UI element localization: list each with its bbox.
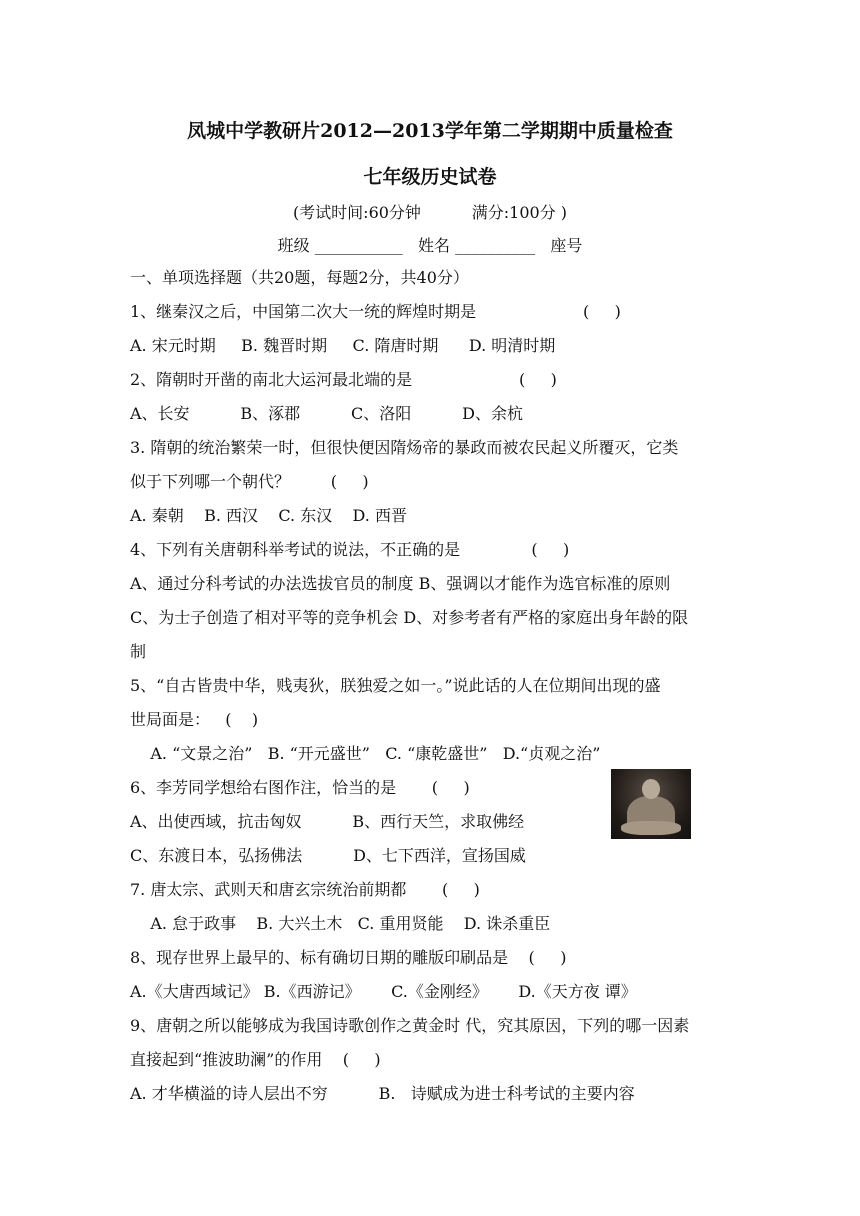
answer-options: A、出使西域，抗击匈奴 B、西行天竺，求取佛经 (130, 812, 525, 831)
answer-options: A. 宋元时期 B. 魏晋时期 C. 隋唐时期 D. 明清时期 (130, 336, 556, 355)
exam-info: (考试时间:60分钟 满分:100分 ) (292, 203, 568, 222)
question-line: 5、“自古皆贵中华，贱夷狄，朕独爱之如一。”说此话的人在位期间出现的盛 (130, 676, 661, 695)
question-line: 直接起到“推波助澜”的作用 ( ) (130, 1050, 381, 1069)
statue-head (642, 779, 660, 799)
question-line: 世局面是： ( ) (130, 710, 259, 729)
answer-options: A. 才华横溢的诗人层出不穷 B. 诗赋成为进士科考试的主要内容 (130, 1084, 635, 1103)
question-line: 9、唐朝之所以能够成为我国诗歌创作之黄金时 代，究其原因，下列的哪一因素 (130, 1016, 690, 1035)
answer-options: A.《大唐西域记》 B.《西游记》 C.《金刚经》 D.《天方夜 谭》 (130, 982, 637, 1001)
statue-lap (621, 821, 681, 835)
exam-subtitle: 七年级历史试卷 (363, 166, 497, 188)
answer-options: A. 秦朝 B. 西汉 C. 东汉 D. 西晋 (130, 506, 407, 525)
question-line: 4、下列有关唐朝科举考试的说法，不正确的是 ( ) (130, 540, 570, 559)
question-line: 1、继秦汉之后，中国第二次大一统的辉煌时期是 ( ) (130, 302, 621, 321)
answer-options: A、通过分科考试的办法选拔官员的制度 B、强调以才能作为选官标准的原则 (130, 574, 671, 593)
answer-options: A、长安 B、涿郡 C、洛阳 D、余杭 (130, 404, 523, 423)
question-line: 6、李芳同学想给右图作注，恰当的是 ( ) (130, 778, 470, 797)
question-line: 7. 唐太宗、武则天和唐玄宗统治前期都 ( ) (130, 880, 480, 899)
answer-options: A. “文景之治” B. “开元盛世” C. “康乾盛世” D.“贞观之治” (130, 744, 601, 763)
answer-options: A. 怠于政事 B. 大兴土木 C. 重用贤能 D. 诛杀重臣 (130, 914, 551, 933)
student-fields: 班级 ___________ 姓名 __________ 座号 (277, 236, 583, 255)
question-line: 似于下列哪一个朝代？ ( ) (130, 472, 369, 491)
answer-options: 制 (130, 642, 147, 661)
answer-options: C、为士子创造了相对平等的竞争机会 D、对参考者有严格的家庭出身年龄的限 (130, 608, 689, 627)
seated-monk-statue-photo (611, 769, 691, 839)
exam-title: 凤城中学教研片2012—2013学年第二学期期中质量检查 (187, 120, 673, 142)
section-heading: 一、单项选择题（共20题，每题2分，共40分） (130, 268, 469, 287)
answer-options: C、东渡日本，弘扬佛法 D、七下西洋，宣扬国威 (130, 846, 526, 865)
question-line: 2、隋朝时开凿的南北大运河最北端的是 ( ) (130, 370, 557, 389)
question-line: 3. 隋朝的统治繁荣一时，但很快便因隋炀帝的暴政而被农民起义所覆灭，它类 (130, 438, 679, 457)
question-line: 8、现存世界上最早的、标有确切日期的雕版印刷品是 ( ) (130, 948, 567, 967)
